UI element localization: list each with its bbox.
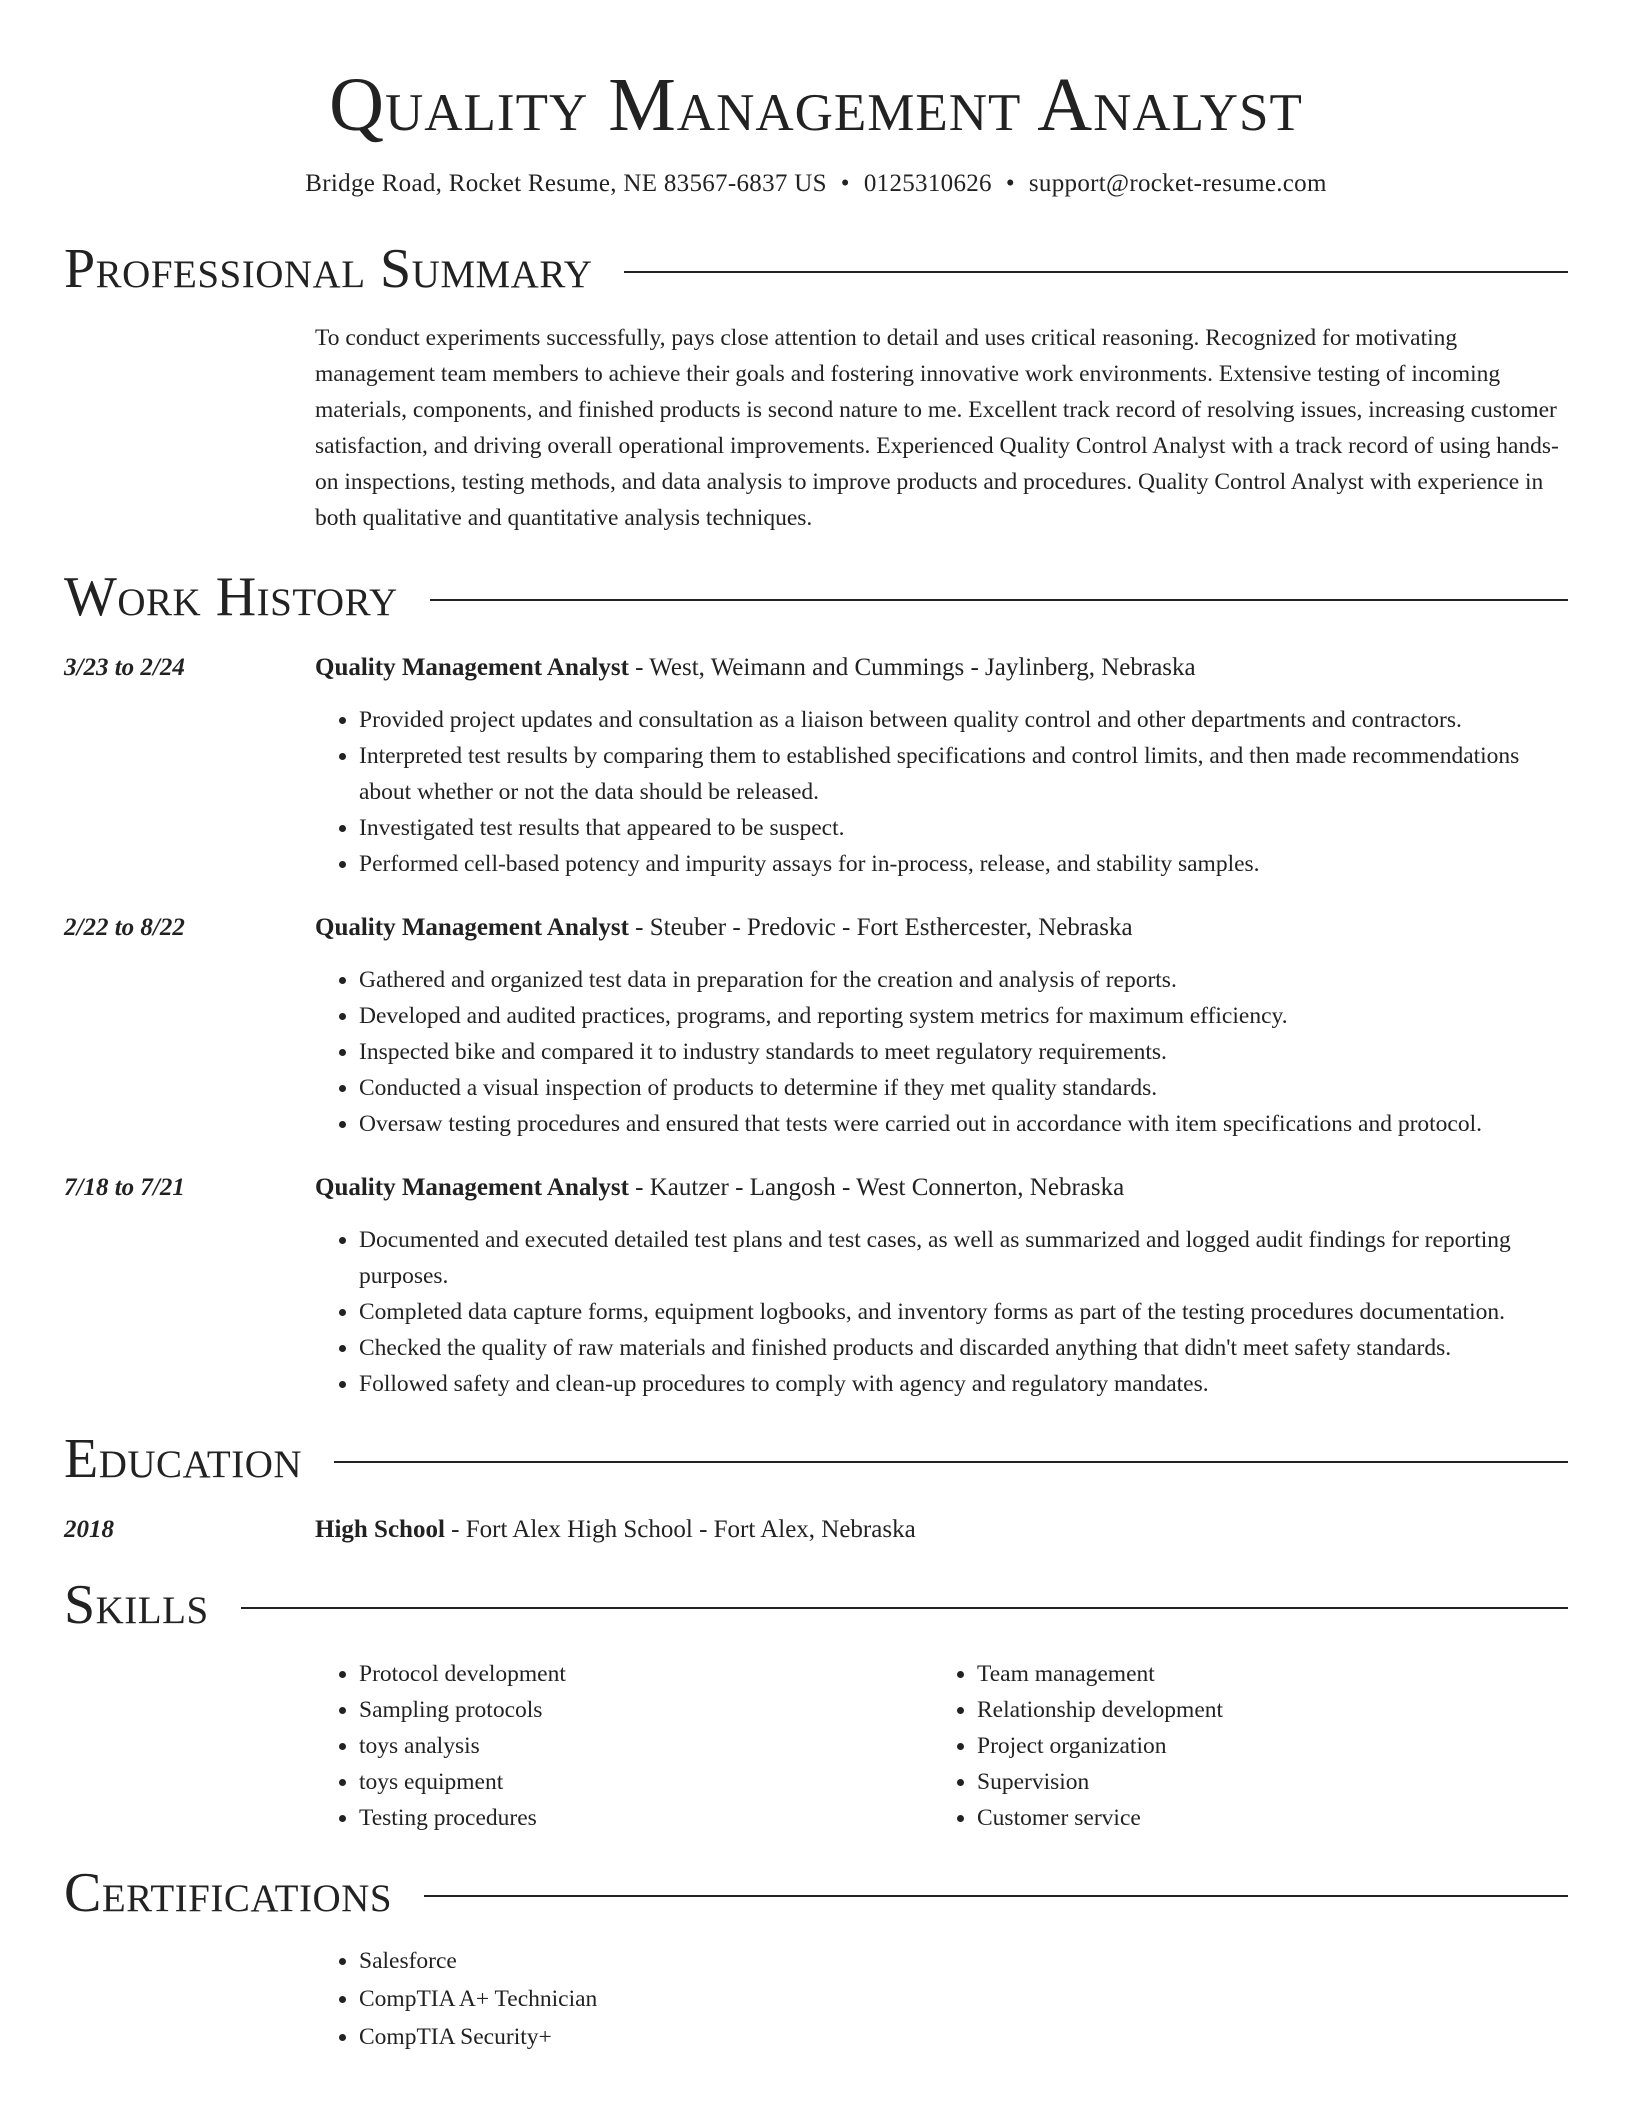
certification-item: • CompTIA Security+: [359, 2018, 1568, 2056]
job-entry: [64, 650, 1568, 882]
job-title: Quality Management Analyst: [315, 654, 629, 681]
job-title: Quality Management Analyst: [315, 1174, 629, 1201]
section-header-summary: [64, 238, 1568, 300]
job-bullets: [315, 962, 1568, 1142]
skill-item: • Supervision: [977, 1764, 1551, 1800]
job-title: Quality Management Analyst: [315, 914, 629, 941]
job-bullet: • Inspected bike and compared it to industry standards to meet regulatory requirements.: [359, 1034, 1568, 1070]
job-employer: - Steuber - Predovic - Fort Esthercester, Nebraska: [628, 914, 1133, 941]
job-bullet: • Interpreted test results by comparing them to established specifications and control limits, and then made recommendations about whether or not the data should be released.: [359, 738, 1568, 810]
job-bullets: [315, 702, 1568, 882]
separator-dot: •: [1005, 170, 1015, 197]
skills-columns: [315, 1656, 1568, 1836]
job-employer: - Kautzer - Langosh - West Connerton, Nebraska: [628, 1174, 1125, 1201]
job-bullet: • Followed safety and clean-up procedures to comply with agency and regulatory mandates.: [359, 1366, 1568, 1402]
section-title: Education: [64, 1428, 303, 1490]
job-dates: 3/23 to 2/24: [64, 654, 185, 681]
skill-item: • Customer service: [977, 1800, 1551, 1836]
section-header-work: [64, 566, 1568, 628]
education-entry: [64, 1512, 1568, 1548]
job-bullet: • Performed cell-based potency and impurity assays for in-process, release, and stability samples.: [359, 846, 1568, 882]
job-heading: [315, 1170, 1568, 1206]
skill-item: • Relationship development: [977, 1692, 1551, 1728]
skill-item: • Project organization: [977, 1728, 1551, 1764]
job-bullet: • Documented and executed detailed test plans and test cases, as well as summarized and logged audit findings for reporting purposes.: [359, 1222, 1568, 1294]
contact-address: Bridge Road, Rocket Resume, NE 83567-6837 US: [305, 170, 827, 197]
section-header-skills: [64, 1574, 1568, 1636]
job-dates: 7/18 to 7/21: [64, 1174, 185, 1201]
contact-line: [64, 168, 1568, 200]
job-content: [315, 910, 1568, 1142]
job-entry: [64, 1170, 1568, 1402]
job-bullet: • Investigated test results that appeared to be suspect.: [359, 810, 1568, 846]
skill-item: • Sampling protocols: [359, 1692, 933, 1728]
job-content: [315, 1170, 1568, 1402]
education-year: 2018: [64, 1516, 114, 1543]
section-divider: [430, 599, 1568, 601]
section-title: Skills: [64, 1574, 209, 1636]
job-content: [315, 650, 1568, 882]
section-header-certifications: [64, 1862, 1568, 1924]
section-divider: [624, 271, 1568, 273]
skills-list-left: [315, 1656, 933, 1836]
job-bullet: • Oversaw testing procedures and ensured that tests were carried out in accordance with item specifications and protocol.: [359, 1106, 1568, 1142]
job-bullets: [315, 1222, 1568, 1402]
skill-item: • Protocol development: [359, 1656, 933, 1692]
resume-name: Quality Management Analyst: [329, 63, 1303, 147]
job-bullet: • Completed data capture forms, equipment logbooks, and inventory forms as part of the testing procedures documentation.: [359, 1294, 1568, 1330]
section-divider: [334, 1461, 1568, 1463]
job-dates: 2/22 to 8/22: [64, 914, 185, 941]
summary-text: To conduct experiments successfully, pays close attention to detail and uses critical reasoning. Recognized for motivating management team members to achieve their goals and fostering innovative work environments. Extensive testing of incoming materials, components, and finished products is second nature to me. Excellent track record of resolving issues, increasing customer satisfaction, and driving overall operational improvements. Experienced Quality Control Analyst with a track record of using hands-on inspections, testing methods, and data analysis to improve products and procedures. Quality Control Analyst with experience in both qualitative and quantitative analysis techniques.: [315, 325, 1559, 531]
section-title: Professional Summary: [64, 238, 593, 300]
education-school: - Fort Alex High School - Fort Alex, Nebraska: [444, 1516, 916, 1543]
job-bullet: • Checked the quality of raw materials and finished products and discarded anything that didn't meet safety standards.: [359, 1330, 1568, 1366]
certifications-bullets: [315, 1942, 1568, 2056]
skill-item: • toys analysis: [359, 1728, 933, 1764]
contact-phone: 0125310626: [863, 170, 992, 197]
work-history-list: [64, 650, 1568, 1402]
skill-item: • Team management: [977, 1656, 1551, 1692]
contact-email: support@rocket-resume.com: [1028, 170, 1327, 197]
certifications-list: [315, 1942, 1568, 2056]
section-divider: [241, 1607, 1568, 1609]
certification-item: • Salesforce: [359, 1942, 1568, 1980]
job-bullet: • Developed and audited practices, programs, and reporting system metrics for maximum efficiency.: [359, 998, 1568, 1034]
job-bullet: • Conducted a visual inspection of products to determine if they met quality standards.: [359, 1070, 1568, 1106]
job-heading: [315, 650, 1568, 686]
section-header-education: [64, 1428, 1568, 1490]
job-heading: [315, 910, 1568, 946]
education-heading: [315, 1512, 1568, 1548]
skill-item: • Testing procedures: [359, 1800, 933, 1836]
job-entry: [64, 910, 1568, 1142]
job-bullet: • Provided project updates and consultation as a liaison between quality control and other departments and contractors.: [359, 702, 1568, 738]
section-divider: [424, 1895, 1568, 1897]
education-degree: High School: [315, 1516, 445, 1543]
section-title: Work History: [64, 566, 398, 628]
skills-list-right: [933, 1656, 1551, 1836]
skill-item: • toys equipment: [359, 1764, 933, 1800]
separator-dot: •: [840, 170, 850, 197]
job-bullet: • Gathered and organized test data in preparation for the creation and analysis of reports.: [359, 962, 1568, 998]
resume-page: [64, 0, 1568, 2056]
certification-item: • CompTIA A+ Technician: [359, 1980, 1568, 2018]
job-employer: - West, Weimann and Cummings - Jaylinberg, Nebraska: [628, 654, 1196, 681]
section-title: Certifications: [64, 1862, 393, 1924]
